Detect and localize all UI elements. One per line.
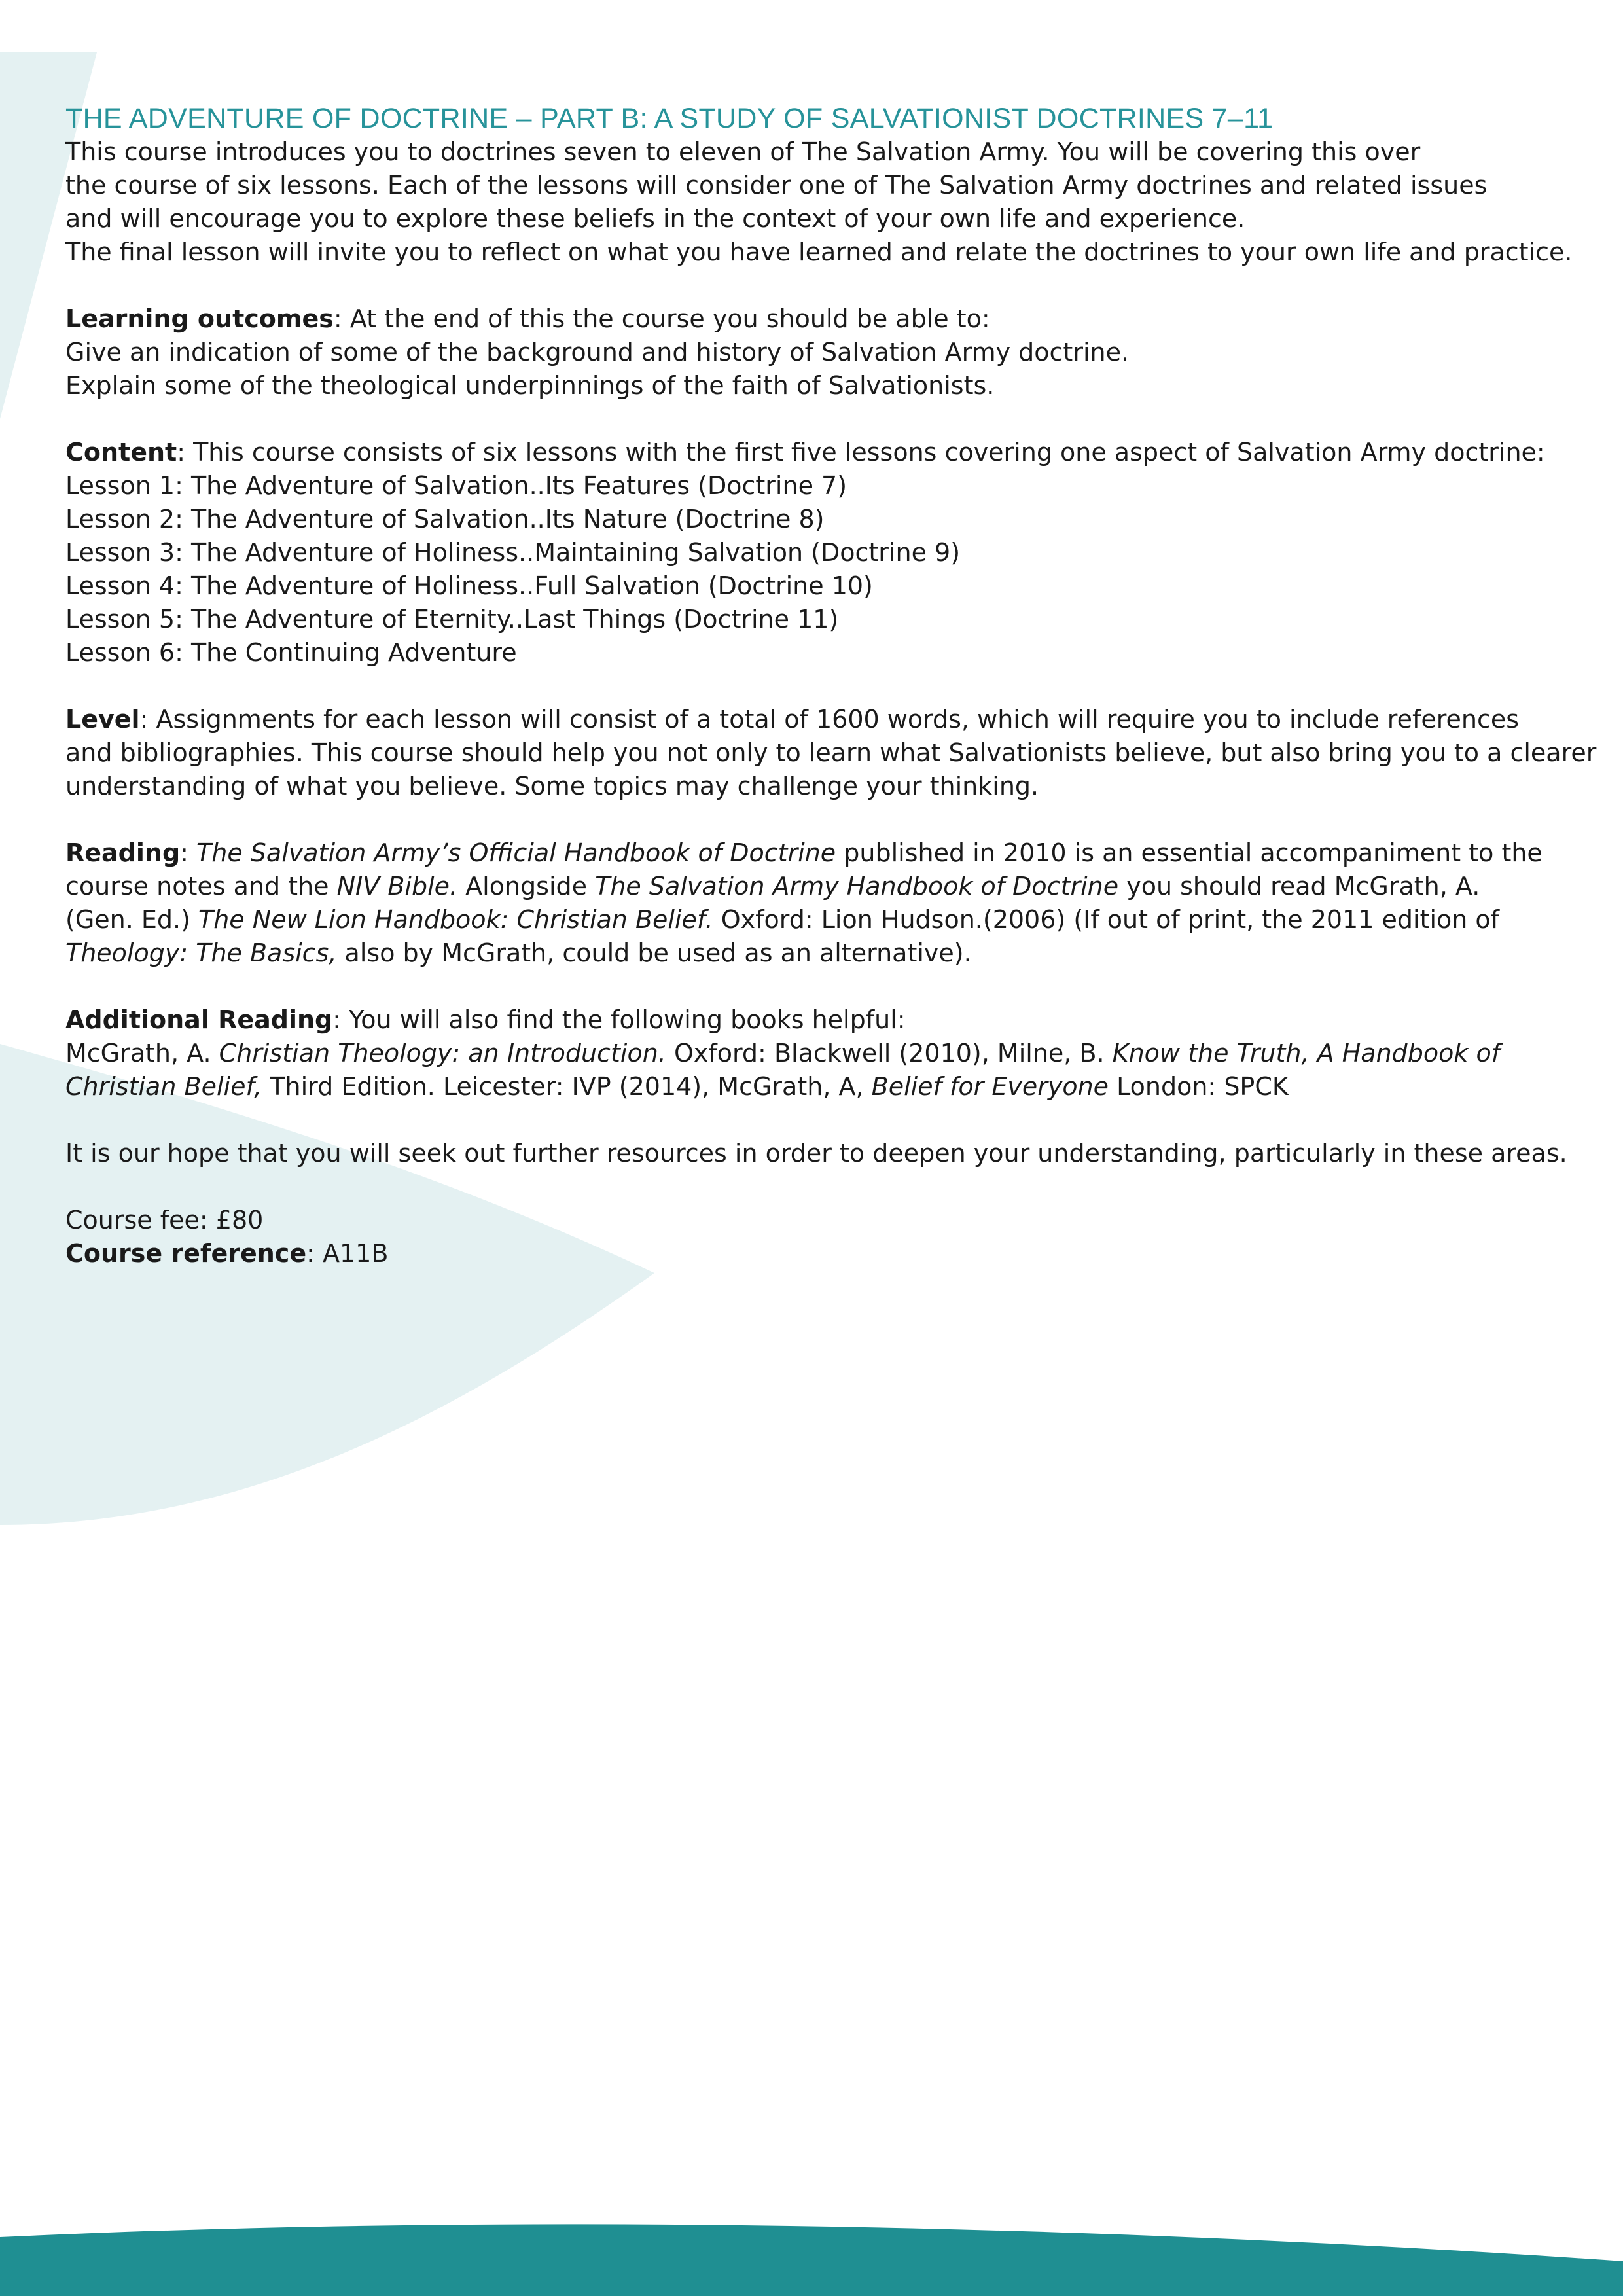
- book-title: Christian Theology: an Introduction.: [219, 1039, 666, 1067]
- course-reference: [65, 1237, 1603, 1270]
- intro-line: and will encourage you to explore these beliefs in the context of your own life and experience.: [65, 204, 1245, 233]
- footer-bar: [0, 2224, 1623, 2296]
- book-title: NIV Bible.: [336, 872, 458, 901]
- book-title: Belief for Everyone: [871, 1072, 1109, 1101]
- course-reference-value: : A11B: [306, 1239, 389, 1268]
- reading-section: Reading: The Salvation Army’s Official Handbook of Doctrine published in 2010 is an essential accompaniment to the course notes and the NIV Bible. Alongside The Salvation Army Handbook of Doctrine you should read McGrath, A. (Gen. Ed.) The New Lion Handbook: Christian Belief. Oxford: Lion Hudson.(2006) (If out of print, the 2011 edition of Theology: The Basics, also by McGrath, could be used as an alternative).: [65, 838, 1543, 967]
- book-title: Theology: The Basics,: [65, 939, 337, 967]
- lesson-item: Lesson 3: The Adventure of Holiness..Maintaining Salvation (Doctrine 9): [65, 538, 961, 567]
- book-title: Know the Truth, A Handbook of: [1112, 1039, 1501, 1067]
- additional-reading-section: Additional Reading: You will also find the following books helpful: McGrath, A. Christian Theology: an Introduction. Oxford: Blackwell (2010), Milne, B. Know the Truth, A Handbook of Christian Belief, Third Edition. Leicester: IVP (2014), McGrath, A, Belief for Everyone London: SPCK: [65, 1005, 1501, 1101]
- lesson-item: Lesson 2: The Adventure of Salvation..Its Nature (Doctrine 8): [65, 505, 825, 533]
- content-label: Content: [65, 438, 177, 467]
- reading-label: Reading: [65, 838, 181, 867]
- closing-note: It is our hope that you will seek out further resources in order to deepen your understanding, particularly in these areas.: [65, 1139, 1567, 1168]
- intro-paragraph: [65, 135, 1603, 269]
- learning-outcomes-intro: : At the end of this the course you should be able to:: [333, 304, 990, 333]
- level-label: Level: [65, 705, 140, 734]
- level-section: [65, 703, 1603, 803]
- intro-line: The final lesson will invite you to reflect on what you have learned and relate the doctrines to your own life and practice.: [65, 238, 1573, 266]
- course-fee: Course fee: £80: [65, 1206, 264, 1234]
- lesson-item: Lesson 6: The Continuing Adventure: [65, 638, 517, 667]
- learning-outcomes-section: [65, 302, 1603, 403]
- content-section: [65, 436, 1603, 670]
- outcome-item: Explain some of the theological underpinnings of the faith of Salvationists.: [65, 371, 995, 400]
- book-title: The Salvation Army Handbook of Doctrine: [595, 872, 1119, 901]
- intro-line: This course introduces you to doctrines seven to eleven of The Salvation Army. You will be covering this over: [65, 137, 1421, 166]
- learning-outcomes-label: Learning outcomes: [65, 304, 334, 333]
- course-title: THE ADVENTURE OF DOCTRINE – PART B: A STUDY OF SALVATIONIST DOCTRINES 7–11: [65, 103, 1274, 134]
- additional-reading-label: Additional Reading: [65, 1005, 333, 1034]
- outcome-item: Give an indication of some of the background and history of Salvation Army doctrine.: [65, 338, 1130, 367]
- level-text: understanding of what you believe. Some topics may challenge your thinking.: [65, 772, 1039, 800]
- content-intro: : This course consists of six lessons with the first five lessons covering one aspect of Salvation Army doctrine:: [177, 438, 1545, 467]
- level-text: : Assignments for each lesson will consist of a total of 1600 words, which will require you to include references: [139, 705, 1520, 734]
- document-page: [65, 101, 1603, 1270]
- level-text: and bibliographies. This course should help you not only to learn what Salvationists believe, but also bring you to a clearer: [65, 738, 1597, 767]
- intro-line: the course of six lessons. Each of the lessons will consider one of The Salvation Army doctrines and related issues: [65, 171, 1488, 200]
- book-title: Christian Belief,: [65, 1072, 262, 1101]
- lesson-item: Lesson 1: The Adventure of Salvation..Its Features (Doctrine 7): [65, 471, 847, 500]
- book-title: The Salvation Army’s Official Handbook of Doctrine: [196, 838, 836, 867]
- course-reference-label: Course reference: [65, 1239, 307, 1268]
- lesson-item: Lesson 4: The Adventure of Holiness..Full Salvation (Doctrine 10): [65, 571, 873, 600]
- lesson-item: Lesson 5: The Adventure of Eternity..Last Things (Doctrine 11): [65, 605, 839, 634]
- book-title: The New Lion Handbook: Christian Belief.: [198, 905, 713, 934]
